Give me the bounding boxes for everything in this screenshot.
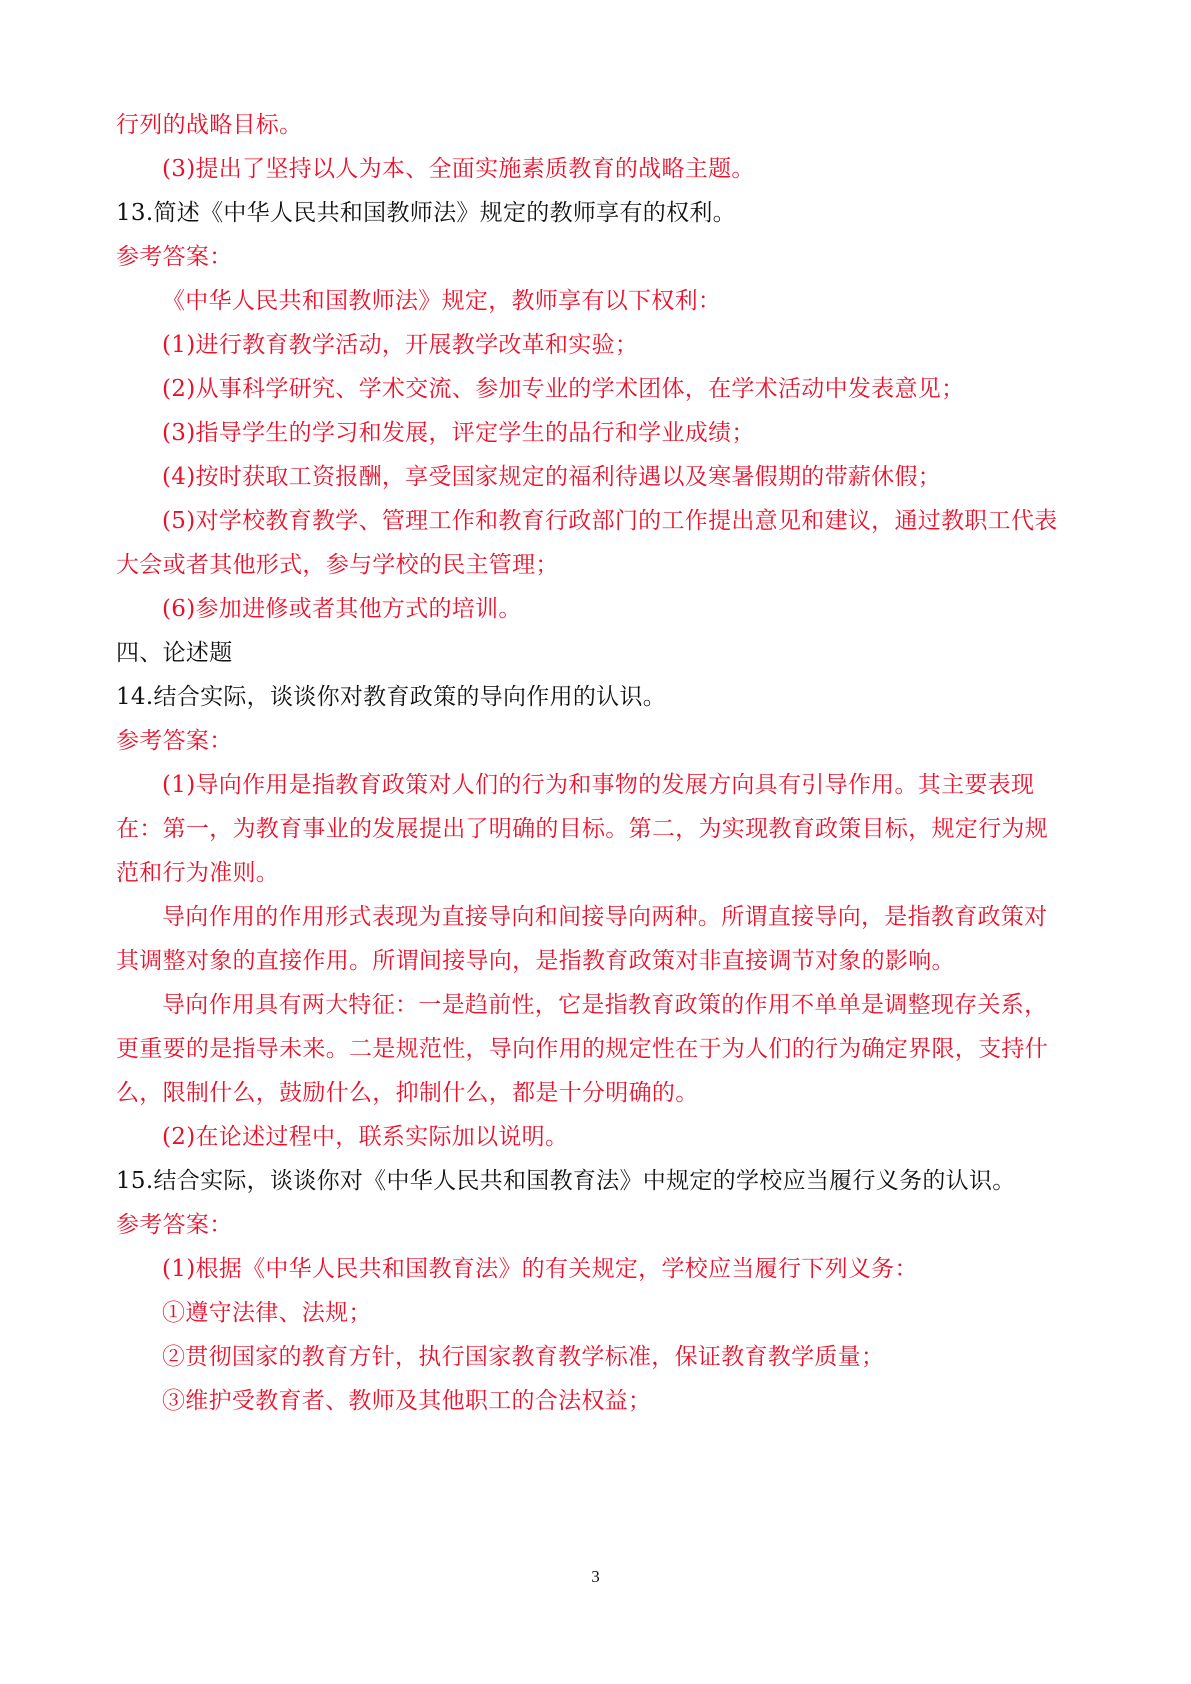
answer-paragraph: 导向作用的作用形式表现为直接导向和间接导向两种。所谓直接导向，是指教育政策对 bbox=[162, 904, 1048, 930]
answer-label: 参考答案： bbox=[116, 728, 233, 754]
answer-item: (6)参加进修或者其他方式的培训。 bbox=[162, 596, 522, 622]
answer-item: (1)进行教育教学活动，开展教学改革和实验； bbox=[162, 332, 639, 358]
answer-label: 参考答案： bbox=[116, 1212, 233, 1238]
answer-subitem: ③维护受教育者、教师及其他职工的合法权益； bbox=[162, 1388, 652, 1414]
answer-item: (2)从事科学研究、学术交流、参加专业的学术团体，在学术活动中发表意见； bbox=[162, 376, 965, 402]
answer-paragraph-line: 范和行为准则。 bbox=[116, 860, 280, 886]
question-13: 13.简述《中华人民共和国教师法》规定的教师享有的权利。 bbox=[116, 200, 736, 226]
answer-subitem: ①遵守法律、法规； bbox=[162, 1300, 372, 1326]
answer-paragraph: (1)导向作用是指教育政策对人们的行为和事物的发展方向具有引导作用。其主要表现 bbox=[162, 772, 1035, 798]
answer-paragraph-line: 其调整对象的直接作用。所谓间接导向，是指教育政策对非直接调节对象的影响。 bbox=[116, 948, 955, 974]
answer-item-continuation: 大会或者其他形式，参与学校的民主管理； bbox=[116, 552, 559, 578]
question-14: 14.结合实际，谈谈你对教育政策的导向作用的认识。 bbox=[116, 684, 667, 710]
answer-paragraph-line: 更重要的是指导未来。二是规范性，导向作用的规定性在于为人们的行为确定界限，支持什 bbox=[116, 1036, 1048, 1062]
answer-item: (5)对学校教育教学、管理工作和教育行政部门的工作提出意见和建议，通过教职工代表 bbox=[162, 508, 1058, 534]
answer-item: (3)指导学生的学习和发展，评定学生的品行和学业成绩； bbox=[162, 420, 755, 446]
answer-item: (2)在论述过程中，联系实际加以说明。 bbox=[162, 1124, 569, 1150]
answer-item: (4)按时获取工资报酬，享受国家规定的福利待遇以及寒暑假期的带薪休假； bbox=[162, 464, 942, 490]
page-number: 3 bbox=[591, 1567, 600, 1586]
answer-paragraph-line: 在：第一，为教育事业的发展提出了明确的目标。第二，为实现教育政策目标，规定行为规 bbox=[116, 816, 1048, 842]
answer-item: (1)根据《中华人民共和国教育法》的有关规定，学校应当履行下列义务： bbox=[162, 1256, 918, 1282]
answer-paragraph-line: 么，限制什么，鼓励什么，抑制什么，都是十分明确的。 bbox=[116, 1080, 699, 1106]
answer-paragraph: 导向作用具有两大特征：一是趋前性，它是指教育政策的作用不单单是调整现存关系， bbox=[162, 992, 1048, 1018]
answer-label: 参考答案： bbox=[116, 244, 233, 270]
answer-continuation: 行列的战略目标。 bbox=[116, 112, 303, 138]
answer-item: (3)提出了坚持以人为本、全面实施素质教育的战略主题。 bbox=[162, 156, 755, 182]
question-15: 15.结合实际，谈谈你对《中华人民共和国教育法》中规定的学校应当履行义务的认识。 bbox=[116, 1168, 1016, 1194]
answer-subitem: ②贯彻国家的教育方针，执行国家教育教学标准，保证教育教学质量； bbox=[162, 1344, 885, 1370]
answer-intro: 《中华人民共和国教师法》规定，教师享有以下权利： bbox=[162, 288, 722, 314]
section-heading: 四、论述题 bbox=[116, 640, 233, 666]
